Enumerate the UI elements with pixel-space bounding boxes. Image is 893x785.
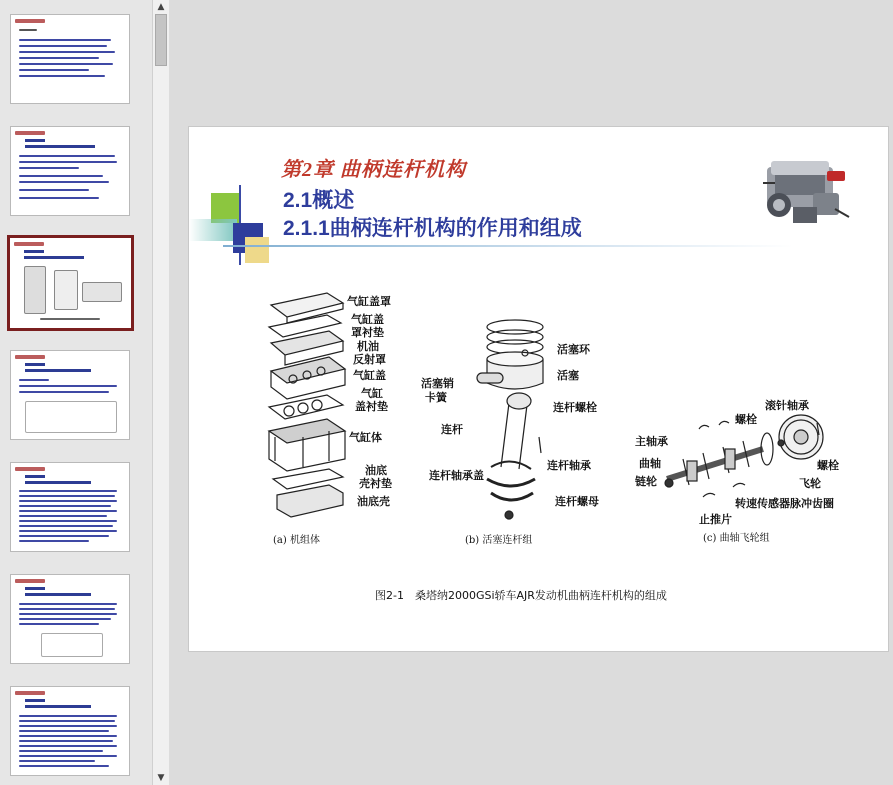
- thumb-title-line: [24, 256, 84, 259]
- thumb-title-line: [25, 593, 91, 596]
- label-cylinder-block: 气缸体: [349, 431, 382, 444]
- thumb-title-line: [25, 369, 91, 372]
- thumb-text-line: [19, 720, 115, 722]
- thumb-text-line: [19, 520, 117, 522]
- thumb-header-mark: [15, 131, 45, 135]
- section-title-line-2: 2.1.1曲柄连杆机构的作用和组成: [283, 217, 582, 240]
- thumb-text-line: [19, 391, 109, 393]
- thumb-title-line: [25, 481, 91, 484]
- thumb-text-line: [19, 613, 117, 615]
- thumb-header-mark: [15, 467, 45, 471]
- thumb-figure: [82, 282, 122, 302]
- thumb-text-line: [19, 530, 117, 532]
- thumb-text-line: [19, 495, 115, 497]
- thumb-text-line: [19, 618, 111, 620]
- label-oil-pan: 油底壳: [357, 495, 390, 508]
- thumb-text-line: [19, 29, 37, 31]
- decor-yellow-block: [245, 237, 269, 263]
- label-main-bearing: 主轴承: [635, 435, 668, 448]
- label-head-gasket-2: 盖衬垫: [355, 400, 388, 413]
- figure-caption: 图2-1 桑塔纳2000GSi轿车AJR发动机曲柄连杆机构的组成: [375, 589, 667, 602]
- thumb-text-line: [19, 740, 113, 742]
- scrollbar-thumb[interactable]: [155, 14, 167, 66]
- thumb-text-line: [19, 63, 113, 65]
- thumb-title-line: [25, 145, 95, 148]
- thumb-header-mark: [15, 19, 45, 23]
- label-oil-deflector-2: 反射罩: [353, 353, 386, 366]
- title-underline: [223, 245, 793, 247]
- thumb-text-line: [19, 167, 79, 169]
- thumb-text-line: [19, 155, 115, 157]
- thumb-text-line: [19, 75, 105, 77]
- thumb-text-line: [19, 515, 107, 517]
- slide-thumbnail-4[interactable]: [10, 350, 130, 440]
- label-speed-sensor-ring: 转速传感器脉冲齿圈: [735, 497, 834, 510]
- label-oil-pan-gasket-2: 壳衬垫: [359, 477, 392, 490]
- thumb-text-line: [19, 525, 113, 527]
- thumb-text-line: [19, 379, 49, 381]
- label-rod-bolt: 连杆螺栓: [553, 401, 597, 414]
- engine-image: [757, 153, 853, 233]
- label-rod-nut: 连杆螺母: [555, 495, 599, 508]
- label-rod-bearing-cap: 连杆轴承盖: [429, 469, 484, 482]
- thumbnail-scrollbar[interactable]: [152, 0, 169, 785]
- scroll-up-icon[interactable]: ▲: [153, 0, 169, 14]
- sublabel-a: (a) 机组体: [273, 535, 320, 546]
- thumb-text-line: [19, 69, 89, 71]
- thumb-text-line: [19, 735, 117, 737]
- label-cylinder-head-cover: 气缸盖罩: [347, 295, 391, 308]
- thumb-text-line: [19, 608, 115, 610]
- sublabel-c: (c) 曲轴飞轮组: [703, 533, 770, 544]
- thumb-text-line: [19, 385, 117, 387]
- thumb-text-line: [19, 765, 109, 767]
- sublabel-b: (b) 活塞连杆组: [465, 535, 533, 546]
- thumb-text-line: [19, 715, 117, 717]
- label-piston-pin: 活塞销: [421, 377, 454, 390]
- label-rod-bearing: 连杆轴承: [547, 459, 591, 472]
- thumb-text-line: [19, 189, 89, 191]
- thumb-figure: [25, 401, 117, 433]
- thumb-text-line: [19, 540, 89, 542]
- chapter-title: 第2章 曲柄连杆机构: [281, 159, 466, 181]
- label-bolt-right: 螺栓: [817, 459, 839, 472]
- label-flywheel: 飞轮: [799, 477, 821, 490]
- thumb-text-line: [19, 623, 99, 625]
- label-circlip: 卡簧: [425, 391, 447, 404]
- thumb-text-line: [19, 490, 117, 492]
- thumb-text-line: [40, 318, 100, 320]
- thumb-text-line: [19, 500, 117, 502]
- label-cylinder-head: 气缸盖: [353, 369, 386, 382]
- label-oil-deflector-1: 机油: [357, 340, 379, 353]
- thumb-text-line: [19, 755, 117, 757]
- thumb-text-line: [19, 505, 111, 507]
- decor-teal-bar: [189, 219, 237, 241]
- thumb-text-line: [19, 181, 109, 183]
- slide-thumbnail-6[interactable]: [10, 574, 130, 664]
- thumb-text-line: [19, 161, 117, 163]
- thumb-title-line: [25, 363, 45, 366]
- thumb-text-line: [19, 745, 117, 747]
- thumb-text-line: [19, 45, 107, 47]
- slide-thumbnail-1[interactable]: [10, 14, 130, 104]
- thumb-text-line: [19, 197, 99, 199]
- thumb-text-line: [19, 760, 95, 762]
- thumb-title-line: [25, 587, 45, 590]
- label-bolt-top: 螺栓: [735, 413, 757, 426]
- engine-block-exploded-drawing: [263, 291, 347, 521]
- label-oil-pan-gasket-1: 油底: [365, 464, 387, 477]
- thumb-text-line: [19, 603, 117, 605]
- label-cylinder-head-cover-gasket-2: 罩衬垫: [351, 326, 384, 339]
- thumb-figure: [24, 266, 46, 314]
- thumb-figure: [54, 270, 78, 310]
- thumb-text-line: [19, 39, 111, 41]
- thumb-title-line: [25, 475, 45, 478]
- thumb-text-line: [19, 510, 117, 512]
- label-crankshaft: 曲轴: [639, 457, 661, 470]
- thumb-title-line: [25, 699, 45, 702]
- section-title: [283, 187, 582, 243]
- thumb-header-mark: [14, 242, 44, 246]
- thumb-text-line: [19, 535, 109, 537]
- thumb-header-mark: [15, 355, 45, 359]
- label-thrust-washer: 止推片: [699, 513, 732, 526]
- slide-thumbnail-pane: [0, 0, 152, 785]
- label-needle-bearing: 滚针轴承: [765, 399, 809, 412]
- thumb-header-mark: [15, 691, 45, 695]
- slide-thumbnail-2[interactable]: [10, 126, 130, 216]
- thumb-title-line: [25, 705, 91, 708]
- slide-thumbnail-3[interactable]: [7, 235, 134, 331]
- label-sprocket: 链轮: [635, 475, 657, 488]
- scroll-down-icon[interactable]: ▼: [153, 771, 169, 785]
- thumb-text-line: [19, 730, 109, 732]
- label-piston-ring: 活塞环: [557, 343, 590, 356]
- piston-connecting-rod-drawing: [469, 317, 559, 517]
- slide-thumbnail-5[interactable]: [10, 462, 130, 552]
- label-cylinder-head-cover-gasket-1: 气缸盖: [351, 313, 384, 326]
- thumb-text-line: [19, 51, 115, 53]
- section-title-line-1: 2.1概述: [283, 189, 355, 212]
- thumb-title-line: [24, 250, 44, 253]
- thumb-title-line: [25, 139, 45, 142]
- thumb-header-mark: [15, 579, 45, 583]
- label-piston: 活塞: [557, 369, 579, 382]
- thumb-text-line: [19, 57, 99, 59]
- thumb-text-line: [19, 175, 103, 177]
- slide-canvas[interactable]: [188, 126, 889, 652]
- label-head-gasket-1: 气缸: [361, 387, 383, 400]
- label-connecting-rod: 连杆: [441, 423, 463, 436]
- thumb-text-line: [19, 725, 117, 727]
- slide-thumbnail-7[interactable]: [10, 686, 130, 776]
- thumb-figure: [41, 633, 103, 657]
- thumb-text-line: [19, 750, 103, 752]
